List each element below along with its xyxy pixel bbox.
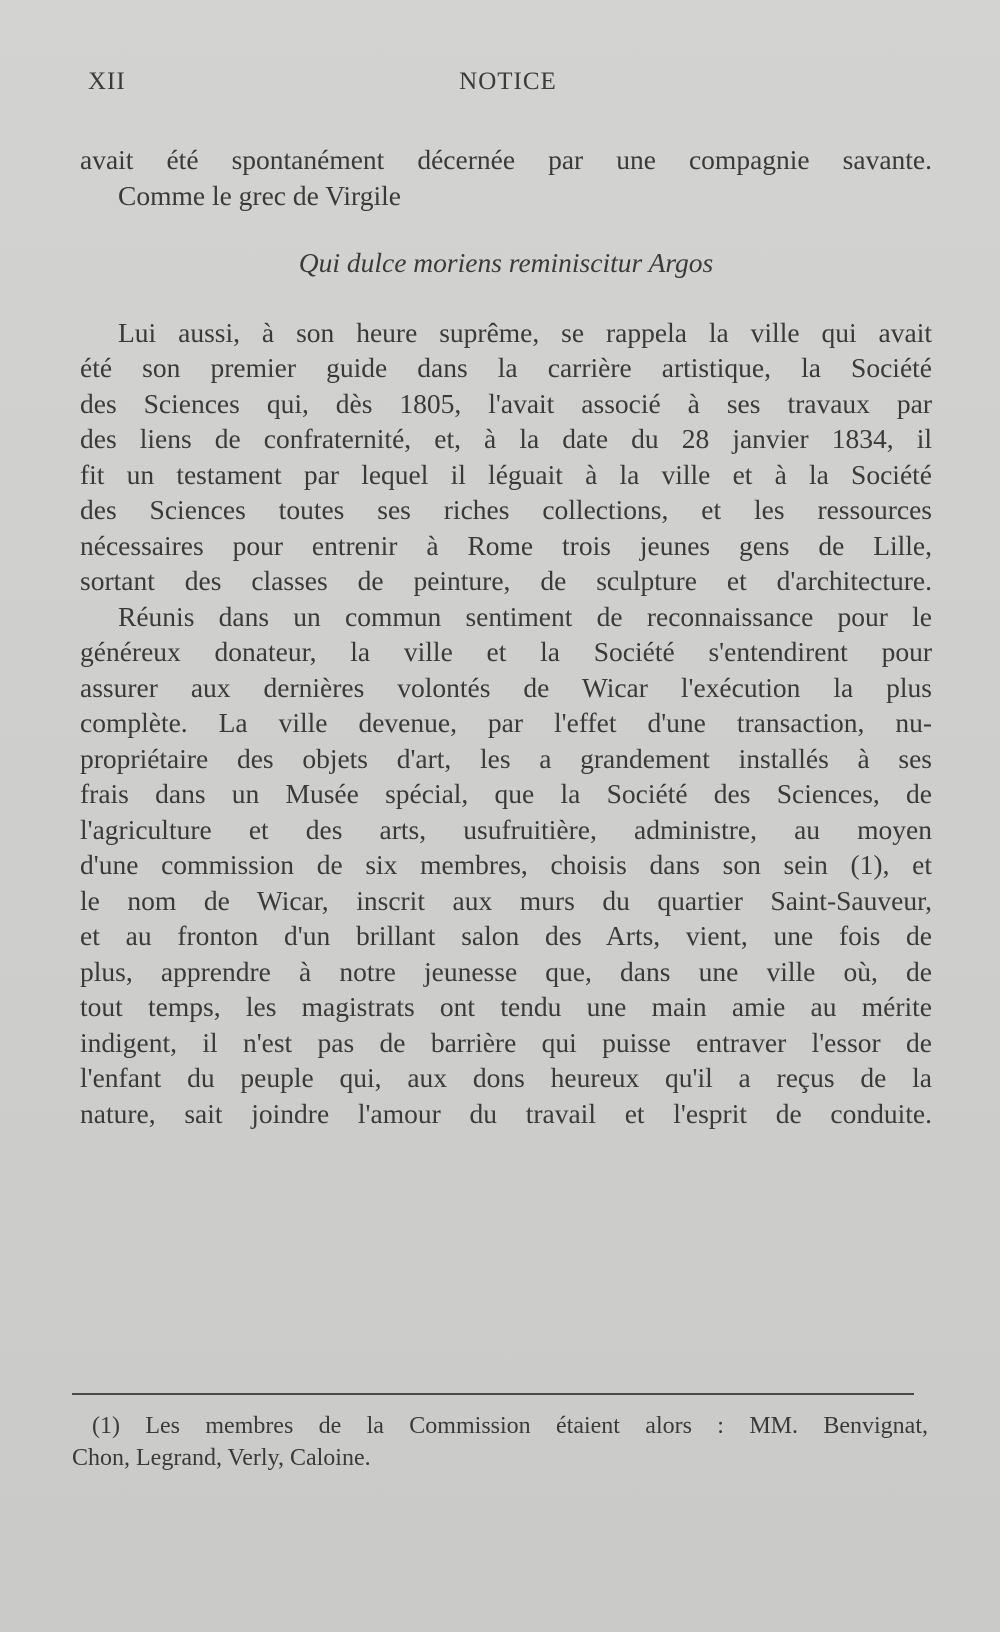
text-line: été son premier guide dans la carrière artistique, la Société	[80, 352, 932, 383]
text-line: généreux donateur, la ville et la Société s'entendirent pour	[80, 636, 932, 667]
text-line: sortant des classes de peinture, de sculpture et d'architecture.	[80, 565, 932, 596]
text-line: des liens de confraternité, et, à la date du 28 janvier 1834, il	[80, 423, 932, 454]
text-line: et au fronton d'un brillant salon des Arts, vient, une fois de	[80, 920, 932, 951]
footnote-line: (1) Les membres de la Commission étaient alors : MM. Benvignat,	[92, 1413, 928, 1439]
text-line: assurer aux dernières volontés de Wicar l'exécution la plus	[80, 671, 932, 703]
paragraph-bequest	[80, 315, 932, 599]
footnote-line: Chon, Legrand, Verly, Caloine.	[72, 1445, 371, 1471]
text-line: indigent, il n'est pas de barrière qui puisse entraver l'essor de	[80, 1026, 932, 1058]
text-line: d'une commission de six membres, choisis dans son sein (1), et	[80, 849, 932, 880]
text-line: plus, apprendre à notre jeunesse que, dans une ville où, de	[80, 955, 932, 987]
text-line: frais dans un Musée spécial, que la Société des Sciences, de	[80, 778, 932, 809]
text-line: propriétaire des objets d'art, les a grandement installés à ses	[80, 742, 932, 774]
text-line: fit un testament par lequel il léguait à la ville et à la Société	[80, 458, 932, 490]
text-line: Réunis dans un commun sentiment de reconnaissance pour le	[118, 600, 932, 632]
paragraph-museum	[80, 599, 932, 1132]
text-line: avait été spontanément décernée par une compagnie savante.	[80, 144, 932, 175]
text-line: l'agriculture et des arts, usufruitière, administre, au moyen	[80, 813, 932, 845]
footnote-divider	[72, 1393, 914, 1395]
text-line: nécessaires pour entrenir à Rome trois jeunes gens de Lille,	[80, 529, 932, 561]
footnote	[72, 1410, 928, 1474]
text-line: nature, sait joindre l'amour du travail et l'esprit de conduite.	[80, 1097, 932, 1129]
main-text	[80, 142, 932, 1131]
page-number: XII	[88, 68, 126, 95]
text-line: des Sciences qui, dès 1805, l'avait associé à ses travaux par	[80, 387, 932, 419]
page-title: NOTICE	[459, 68, 557, 95]
text-line: des Sciences toutes ses riches collections, et les ressources	[80, 494, 932, 525]
latin-quote: Qui dulce moriens reminiscitur Argos	[298, 247, 714, 278]
text-line: tout temps, les magistrats ont tendu une main amie au mérite	[80, 991, 932, 1022]
text-line: complète. La ville devenue, par l'effet d'une transaction, nu-	[80, 707, 932, 738]
text-line: le nom de Wicar, inscrit aux murs du quartier Saint-Sauveur,	[80, 884, 932, 916]
text-line: Lui aussi, à son heure suprême, se rappela la ville qui avait	[118, 316, 932, 348]
running-head	[88, 68, 928, 108]
text-line: l'enfant du peuple qui, aux dons heureux qu'il a reçus de la	[80, 1062, 932, 1093]
text-line: Comme le grec de Virgile	[118, 179, 401, 211]
